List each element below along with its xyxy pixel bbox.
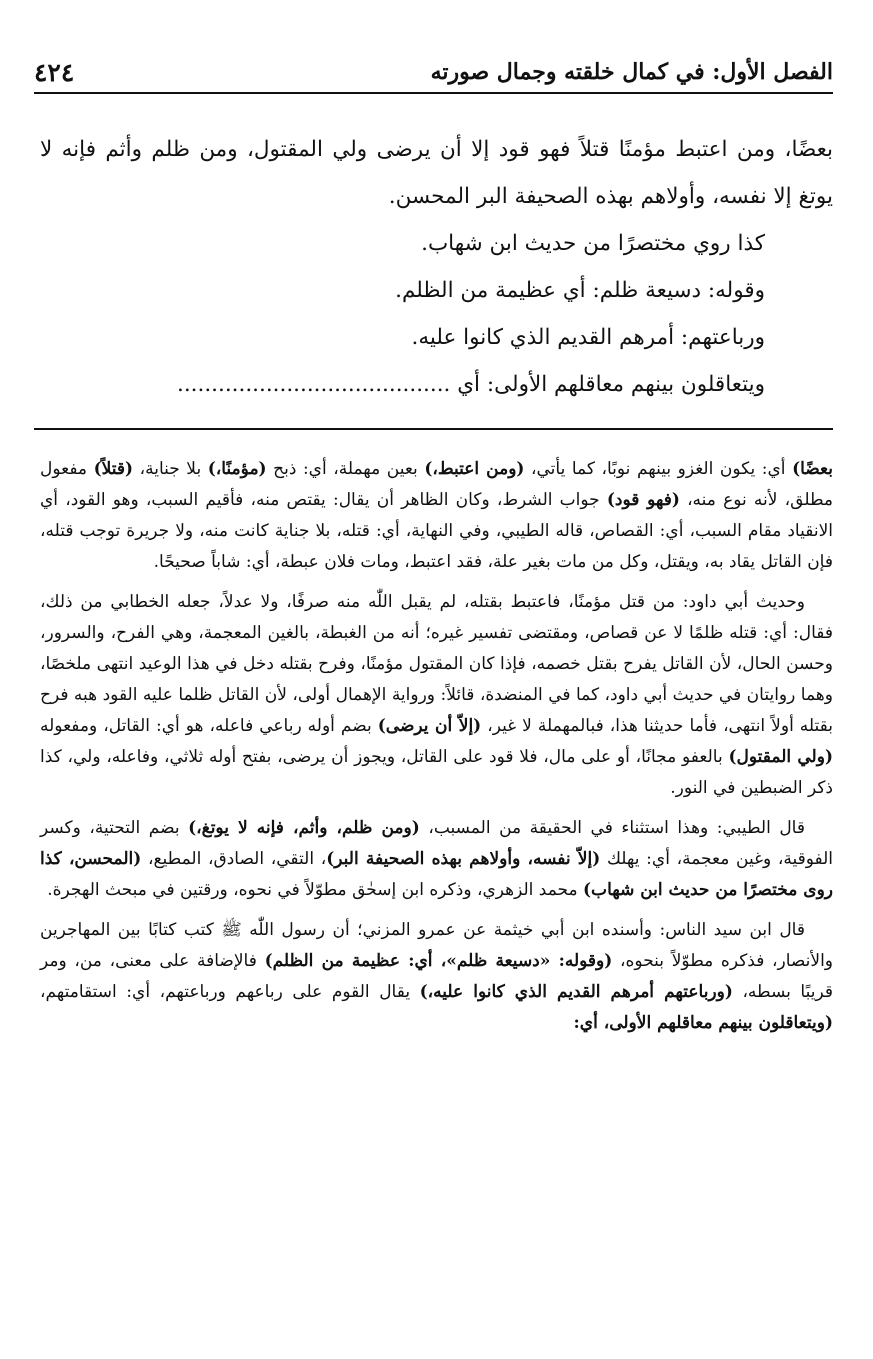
text-run: مفعول مطلق، لأنه نوع منه، <box>40 459 833 510</box>
commentary-paragraph-4 <box>40 915 833 1039</box>
main-paragraph-2: كذا روي مختصرًا من حديث ابن شهاب. <box>421 231 765 256</box>
quoted-phrase: (ورباعتهم أمرهم القديم الذي كانوا عليه،) <box>419 982 733 1002</box>
commentary <box>40 454 833 1048</box>
main-paragraph-4: ورباعتهم: أمرهم القديم الذي كانوا عليه. <box>411 325 765 350</box>
footnote-separator <box>34 428 833 430</box>
quoted-phrase: (فهو قود) <box>606 490 680 510</box>
main-paragraph-1: بعضًا، ومن اعتبط مؤمنًا قتلاً فهو قود إلا أن يرضى ولي المقتول، ومن ظلم وأثم فإنه لا يوتغ إلا نفسه، وأولاهم بهذه الصحيفة البر المحسن. <box>40 137 833 209</box>
commentary-paragraph-2 <box>40 587 833 804</box>
main-paragraph-3: وقوله: دسيعة ظلم: أي عظيمة من الظلم. <box>395 278 765 303</box>
text-run: بضم أوله رباعي فاعله، هو أي: القاتل، ومفعوله <box>40 716 378 736</box>
main-paragraph-5-text: ويتعاقلون بينهم معاقلهم الأولى: أي <box>457 372 765 397</box>
quoted-phrase: (إلاّ أن يرضى) <box>377 716 482 736</box>
text-run: جواب الشرط، وكان الظاهر أن يقال: يقتص منه، فأقيم السبب، وهو القود، أي الانقياد مقام السبب، أي: القصاص، قاله الطيبي، وفي النهاية، أي: قتله، بلا جناية كانت منه، ولا جريرة توجب قتله، فإن القاتل يقاد به، ويقتل، وكل من مات بغير علة، فقد اعتبط، ومات فلان عبطة، أي: شاباً صحيحًا. <box>40 490 833 572</box>
commentary-paragraph-1 <box>40 454 833 578</box>
page-header <box>34 52 833 94</box>
quoted-phrase: (ومن ظلم، وأثم، فإنه لا يوتغ،) <box>188 818 420 838</box>
text-run: بالعفو مجانًا، أو على مال، فلا قود على القاتل، ويجوز أن يرضى، بفتح أوله ثلاثي، وفاعله، ولي، كذا ذكر الضبطين في النور. <box>40 747 833 798</box>
commentary-paragraph-3 <box>40 813 833 906</box>
quoted-phrase: بعضًا) <box>792 459 833 479</box>
quoted-phrase: (المحسن، كذا روى مختصرًا من حديث ابن شهاب) <box>40 849 833 900</box>
chapter-title: الفصل الأول: في كمال خلقته وجمال صورته <box>430 59 833 85</box>
text-run: وحديث أبي داود: من قتل مؤمنًا، فاعتبط بقتله، لم يقبل اللّٰه منه صرفًا، ولا عدلاً، جعله الخطابي من ذلك، فقال: أي: قتله ظلمًا لا عن قصاص، ومقتضى تفسير غيره؛ أنه من الغبطة، بالغين المعجمة، وهي الفرح، والسرور، وحسن الحال، لأن القاتل يفرح بقتل خصمه، فإذا كان المقتول مؤمنًا، وفرح بقتله دخل في هذا الوعيد انتهى ملخصًا، وهما روايتان في حديث أبي داود، كما في المنضدة، قائلاً: ورواية الإهمال أولى، لأن القاتل ظلما عليه القود هبه فرح بقتله أولاً انتهى، فأما حديثنا هذا، فبالمهملة لا غير، <box>40 592 834 736</box>
quoted-phrase: (قتلاً) <box>93 459 134 479</box>
text-run: بلا جناية، <box>133 459 208 479</box>
text-run: قال ابن سيد الناس: وأسنده ابن أبي خيثمة عن عمرو المزني؛ أن رسول اللّٰه ﷺ كتب كتابًا بين المهاجرين والأنصار، فذكره مطوّلاً بنحوه، <box>40 920 834 971</box>
quoted-phrase: (ويتعاقلون بينهم معاقلهم الأولى، أي: <box>573 1013 833 1033</box>
quoted-phrase: (وقوله: «دسيعة ظلم»، أي: عظيمة من الظلم) <box>264 951 613 971</box>
main-paragraph-5 <box>40 361 833 408</box>
page-number: ٤٢٤ <box>34 57 75 87</box>
quoted-phrase: (ومن اعتبط،) <box>424 459 525 479</box>
quoted-phrase: (ولي المقتول) <box>728 747 833 767</box>
text-run: أي: يكون الغزو بينهم نوبًا، كما يأتي، <box>524 459 793 479</box>
quoted-phrase: (مؤمنًا،) <box>207 459 267 479</box>
quoted-phrase: (إلاّ نفسه، وأولاهم بهذه الصحيفة البر) <box>326 849 601 869</box>
text-run: بعين مهملة، أي: ذبح <box>266 459 425 479</box>
ellipsis-dots: ........................................ <box>177 372 451 397</box>
text-run: بضم التحتية، وكسر الفوقية، وغين معجمة، أي: يهلك <box>40 818 834 869</box>
main-text <box>40 126 833 408</box>
text-run: ، التقي، الصادق، المطيع، <box>141 849 327 869</box>
text-run: محمد الزهري، وذكره ابن إسحٰق مطوّلاً في نحوه، ورقتين في مبحث الهجرة. <box>47 880 584 900</box>
text-run: يقال القوم على رباعهم ورباعتهم، أي: استقامتهم، <box>40 982 420 1002</box>
text-run: قال الطيبي: وهذا استثناء في الحقيقة من المسبب، <box>419 818 805 838</box>
text-run: فالإضافة على معنى، من، ومر قريبًا بسطه، <box>40 951 833 1002</box>
